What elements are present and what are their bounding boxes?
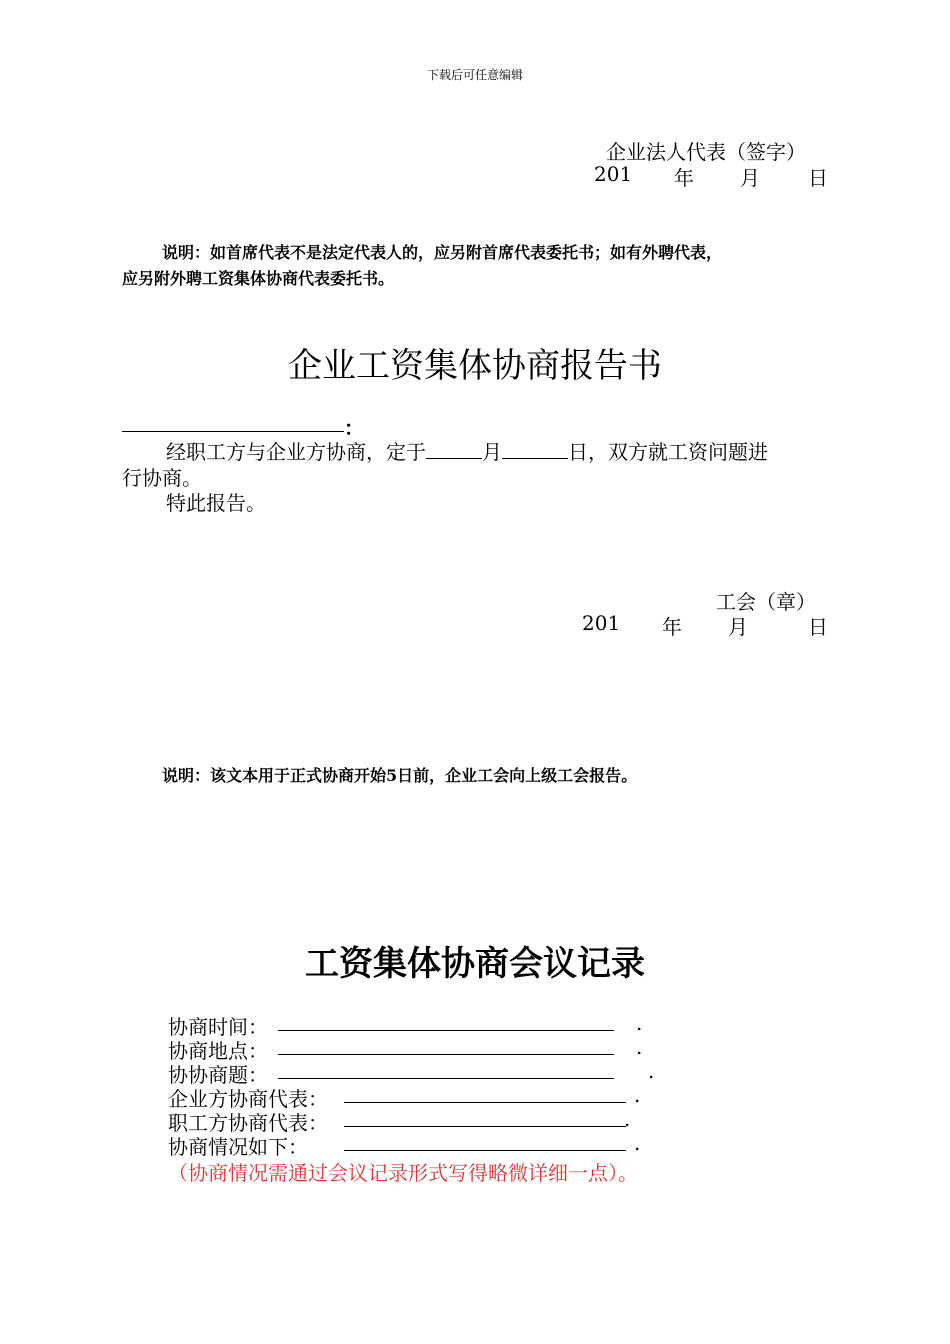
report-note: 说明：该文本用于正式协商开始5日前，企业工会向上级工会报告。 (162, 766, 638, 785)
date-month-char-1: 月 (740, 166, 760, 190)
union-seal-label: 工会（章） (716, 590, 816, 614)
para1-part-c: 日，双方就工资问题进 (568, 440, 768, 464)
field-label-enterprise-rep: 企业方协商代表： (168, 1087, 328, 1111)
date-year-2: 201 (582, 611, 621, 635)
date-day-char-1: 日 (808, 166, 828, 190)
field-label-topic: 协协商题： (168, 1063, 268, 1087)
field-line-enterprise-rep[interactable] (344, 1101, 626, 1103)
field-end-place: . (636, 1035, 643, 1059)
red-note: （协商情况需通过会议记录形式写得略微详细一点）。 (168, 1161, 638, 1185)
report-paragraph-1-cont: 行协商。 (122, 466, 202, 490)
date-month-char-2: 月 (728, 615, 748, 639)
report-title: 企业工资集体协商报告书 (288, 346, 662, 386)
field-end-situation: . (634, 1131, 641, 1155)
field-end-time: . (636, 1011, 643, 1035)
date-year-char-2: 年 (662, 615, 682, 639)
month-blank[interactable] (426, 438, 482, 459)
report-paragraph-2: 特此报告。 (166, 491, 266, 515)
date-year-char-1: 年 (674, 166, 694, 190)
field-label-time: 协商时间： (168, 1015, 268, 1039)
note-line-2: 应另附外聘工资集体协商代表委托书。 (122, 269, 395, 288)
field-end-worker-rep: . (624, 1107, 631, 1131)
field-line-worker-rep[interactable] (344, 1125, 626, 1127)
note-line-1: 说明：如首席代表不是法定代表人的，应另附首席代表委托书；如有外聘代表， (162, 243, 723, 262)
field-end-topic: . (648, 1059, 655, 1083)
field-end-enterprise-rep: . (634, 1083, 641, 1107)
legal-rep-signature-label: 企业法人代表（签字） (606, 140, 806, 164)
day-blank[interactable] (502, 438, 568, 459)
para1-part-a: 经职工方与企业方协商，定于 (166, 440, 426, 464)
field-line-topic[interactable] (278, 1077, 614, 1079)
date-day-char-2: 日 (808, 615, 828, 639)
report-paragraph-1 (166, 436, 768, 465)
header-note: 下载后可任意编辑 (426, 68, 523, 82)
addressee-blank[interactable] (122, 430, 344, 432)
field-line-place[interactable] (278, 1053, 614, 1055)
addressee-colon: ： (344, 416, 364, 440)
field-line-time[interactable] (278, 1029, 614, 1031)
field-line-situation[interactable] (344, 1149, 626, 1151)
field-label-situation: 协商情况如下： (168, 1135, 308, 1159)
para1-part-b: 月 (482, 440, 502, 464)
date-year-1: 201 (594, 162, 633, 186)
field-label-place: 协商地点： (168, 1039, 268, 1063)
field-label-worker-rep: 职工方协商代表： (168, 1111, 328, 1135)
meeting-record-title: 工资集体协商会议记录 (305, 944, 645, 984)
